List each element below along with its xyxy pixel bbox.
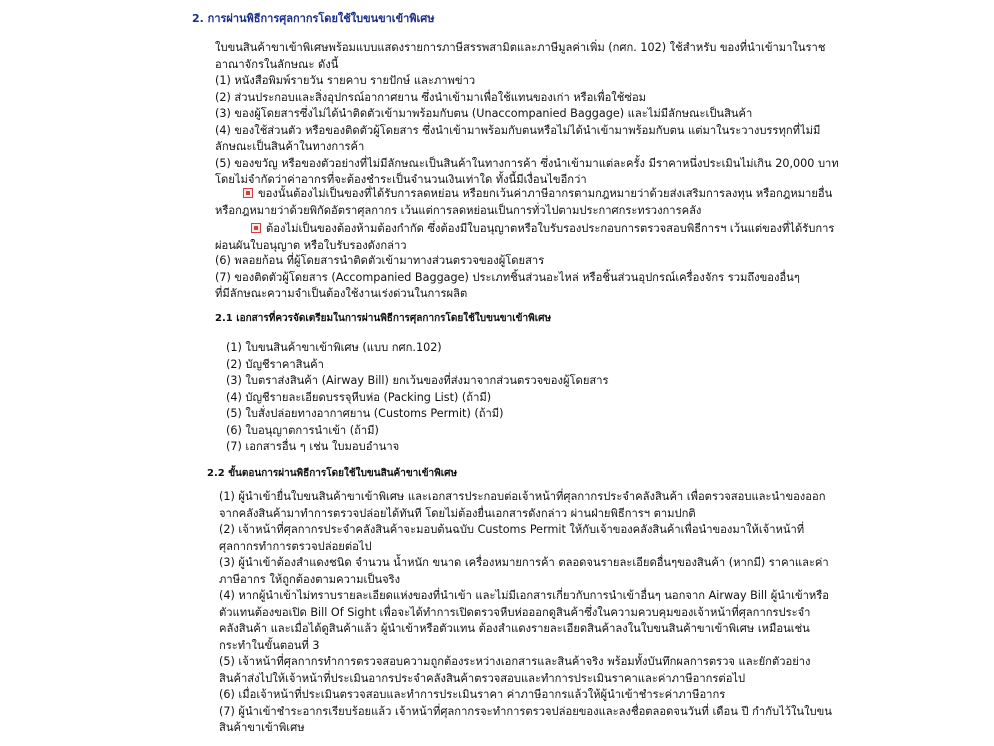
bullet-icon [251, 223, 261, 233]
subsection-title: 2.2 ขั้นตอนการผ่านพิธีการโดยใช้ใบขนสินค้าขาเข้าพิเศษ [207, 468, 458, 479]
intro-line: (7) ของติดตัวผู้โดยสาร (Accompanied Baggage) ประเภทชิ้นส่วนอะไหล่ หรือชิ้นส่วนอุปกรณ์เครื่องจักร รวมถึงของอื่นๆ [215, 270, 800, 284]
list-item: คลังสินค้า และเมื่อได้ดูสินค้าแล้ว ผู้นำเข้าหรือตัวแทน ต้องสำแดงรายละเอียดสินค้าลงในใบขนสินค้าขาเข้าพิเศษ เหมือนเช่น [219, 622, 810, 635]
list-item: ศุลกากรทำการตรวจปล่อยต่อไป [219, 539, 372, 553]
list-item: สินค้าส่งไปให้เจ้าหน้าที่ประเมินอากรประจำคลังสินค้าตรวจสอบและทำการประเมินราคาและค่าภาษีอากรต่อไป [219, 671, 746, 685]
list-item: ภาษีอากร ให้ถูกต้องตามความเป็นจริง [219, 572, 401, 586]
intro-line: (6) พลอยก้อน ที่ผู้โดยสารนำติดตัวเข้ามาทางส่วนตรวจของผู้โดยสาร [215, 254, 545, 267]
condition-line: ของนั้นต้องไม่เป็นของที่ได้รับการลดหย่อน หรือยกเว้นค่าภาษีอากรตามกฎหมายว่าด้วยส่งเสริมการลงทุน หรือกฎหมายอื่น [215, 186, 832, 203]
list-item: (5) เจ้าหน้าที่ศุลกากรทำการตรวจสอบความถูกต้องระหว่างเอกสารและสินค้าจริง พร้อมทั้งบันทึกผลการตรวจ และยักตัวอย่าง [219, 655, 811, 668]
list-item: (4) บัญชีรายละเอียดบรรจุหีบห่อ (Packing List) (ถ้ามี) [226, 390, 492, 404]
intro-line: (2) ส่วนประกอบและสิ่งอุปกรณ์อากาศยาน ซึ่งนำเข้ามาเพื่อใช้แทนของเก่า หรือเพื่อใช้ซ่อม [215, 90, 647, 104]
intro-line: (4) ของใช้ส่วนตัว หรือของติดตัวผู้โดยสาร ซึ่งนำเข้ามาพร้อมกับตนหรือไม่ได้นำเข้ามาพร้อมกับตน แต่มาในระวางบรรทุกที่ไม่มี [215, 123, 821, 137]
list-item: (6) ใบอนุญาตการนำเข้า (ถ้ามี) [226, 423, 379, 437]
intro-line: อาณาจักรในลักษณะ ดังนี้ [215, 57, 339, 71]
procedure-list [219, 489, 832, 737]
intro-line: โดยไม่จำกัดว่าค่าอากรที่จะต้องชำระเป็นจำนวนเงินเท่าใด ทั้งนี้มีเงื่อนไขอีกว่า [215, 173, 587, 186]
intro-line: ใบขนสินค้าขาเข้าพิเศษพร้อมแบบแสดงรายการภาษีสรรพสามิตและภาษีมูลค่าเพิ่ม (กศก. 102) ใช้สำหรับ ของที่นำเข้ามาในราช [215, 41, 826, 54]
intro-line: (1) หนังสือพิมพ์รายวัน รายคาบ รายปักษ์ และภาพข่าว [215, 74, 476, 87]
condition-line: ต้องไม่เป็นของต้องห้ามต้องกำกัด ซึ่งต้องมีใบอนุญาตหรือใบรับรองประกอบการตรวจสอบพิธีการฯ เว้นแต่ของที่ได้รับการ [215, 221, 834, 238]
list-item: (7) เอกสารอื่น ๆ เช่น ใบมอบอำนาจ [226, 440, 400, 453]
list-item: (3) ผู้นำเข้าต้องสำแดงชนิด จำนวน น้ำหนัก ขนาด เครื่องหมายการค้า ตลอดจนรายละเอียดอื่นๆของสินค้า (หากมี) ราคาและค่า [219, 556, 829, 569]
list-item: ตัวแทนต้องขอเปิด Bill Of Sight เพื่อจะได้ทำการเปิดตรวจหีบห่อออกดูสินค้าซึ่งในความควบคุมของเจ้าหน้าที่ศุลกากรประจำ [219, 605, 811, 619]
condition-item [215, 186, 832, 219]
condition-line: หรือกฎหมายว่าด้วยพิกัดอัตราศุลกากร เว้นแต่การลดหย่อนเป็นการทั่วไปตามประกาศกระทรวงการคลัง [215, 203, 702, 217]
list-item: (5) ใบสั่งปล่อยทางอากาศยาน (Customs Permit) (ถ้ามี) [226, 407, 504, 420]
list-item: กระทำในขั้นตอนที่ 3 [219, 638, 320, 652]
list-item: (1) ใบขนสินค้าขาเข้าพิเศษ (แบบ กศก.102) [226, 341, 442, 354]
list-item: (7) ผู้นำเข้าชำระอากรเรียบร้อยแล้ว เจ้าหน้าที่ศุลกากรจะทำการตรวจปล่อยของและลงชื่อตลอดจนวันที่ เดือน ปี กำกับไว้ในใบขน [219, 704, 832, 718]
intro-line: (3) ของผู้โดยสารซึ่งไม่ได้นำติดตัวเข้ามาพร้อมกับตน (Unaccompanied Baggage) และไม่มีลักษณะเป็นสินค้า [215, 107, 753, 120]
intro-line: ลักษณะเป็นสินค้าในทางการค้า [215, 140, 365, 153]
condition-item [215, 221, 834, 254]
intro-line: (5) ของขวัญ หรือของตัวอย่างที่ไม่มีลักษณะเป็นสินค้าในทางการค้า ซึ่งนำเข้ามาแต่ละครั้ง มีราคาหนึ่งประเมินไม่เกิน 20,000 บาท [215, 156, 839, 170]
list-item: จากคลังสินค้ามาทำการตรวจปล่อยได้ทันที โดยไม่ต้องยื่นเอกสารดังกล่าว ผ่านฝ่ายพิธีการฯ ตามปกติ [219, 506, 696, 520]
list-item: สินค้าขาเข้าพิเศษ [219, 721, 305, 734]
list-item: (2) บัญชีราคาสินค้า [226, 357, 324, 371]
subsection-title: 2.1 เอกสารที่ควรจัดเตรียมในการผ่านพิธีการศุลกากรโดยใช้ใบขนขาเข้าพิเศษ [215, 313, 552, 324]
condition-line: ผ่อนผันใบอนุญาต หรือใบรับรองดังกล่าว [215, 238, 407, 252]
section-title: 2. การผ่านพิธีการศุลกากรโดยใช้ใบขนขาเข้าพิเศษ [192, 12, 435, 25]
bullet-icon [243, 188, 253, 198]
list-item: (3) ใบตราส่งสินค้า (Airway Bill) ยกเว้นของที่ส่งมาจากส่วนตรวจของผู้โดยสาร [226, 374, 609, 387]
list-item: (6) เมื่อเจ้าหน้าที่ประเมินตรวจสอบและทำการประเมินราคา ค่าภาษีอากรแล้วให้ผู้นำเข้าชำระค่าภาษีอากร [219, 688, 726, 701]
list-item: (4) หากผู้นำเข้าไม่ทราบรายละเอียดแห่งของที่นำเข้า และไม่มีเอกสารเกี่ยวกับการนำเข้าอื่นๆ นอกจาก Airway Bill ผู้นำเข้าหรือ [219, 589, 830, 602]
list-item: (1) ผู้นำเข้ายื่นใบขนสินค้าขาเข้าพิเศษ และเอกสารประกอบต่อเจ้าหน้าที่ศุลกากรประจำคลังสินค้า เพื่อตรวจสอบและนำของออก [219, 490, 826, 503]
list-item: (2) เจ้าหน้าที่ศุลกากรประจำคลังสินค้าจะมอบต้นฉบับ Customs Permit ให้กับเจ้าของคลังสินค้าเพื่อนำของมาให้เจ้าหน้าที่ [219, 523, 805, 536]
intro-block [215, 40, 839, 189]
intro-line: ที่มีลักษณะความจำเป็นต้องใช้งานเร่งด่วนในการผลิต [215, 287, 468, 300]
intro-tail-block [215, 253, 800, 303]
document-list [226, 340, 609, 456]
